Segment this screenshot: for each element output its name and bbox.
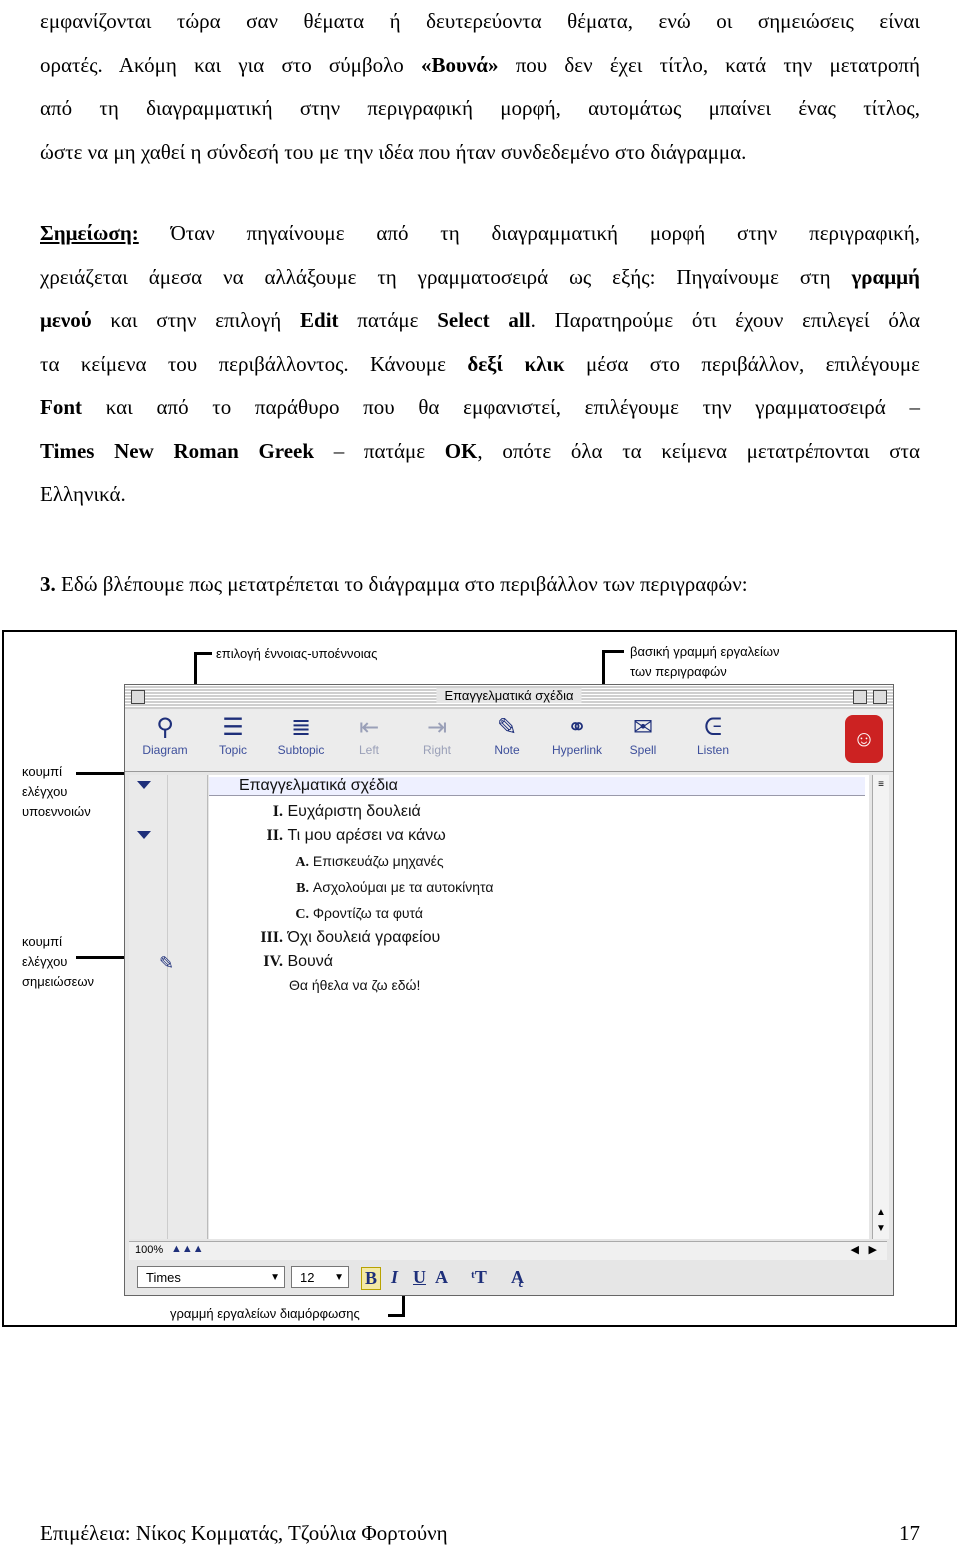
text-size-icon[interactable]: ᵗT: [471, 1267, 487, 1287]
underline-button[interactable]: U: [413, 1267, 426, 1287]
toolbar-label: Left: [358, 743, 379, 757]
zoom-mountains-icon[interactable]: ▲▲▲: [171, 1243, 204, 1255]
outline-row[interactable]: [285, 853, 444, 871]
zoom-box-icon[interactable]: [853, 690, 867, 704]
note-paragraph: [40, 212, 920, 517]
note-label: Σημείωση:: [40, 221, 139, 245]
text-line: [40, 430, 920, 474]
bold-button[interactable]: B: [361, 1267, 381, 1290]
dropdown-arrow-icon: ▼: [334, 1272, 344, 1283]
text-span: τα κείμενα του περιβάλλοντος. Κάνουμε: [40, 351, 468, 376]
screenshot-figure: [2, 630, 957, 1327]
bold-term: γραμμή: [851, 264, 920, 289]
subtopic-icon: ≣: [290, 714, 312, 741]
text-span: πατάμε: [338, 308, 438, 332]
callout-text: βασική γραμμή εργαλείων: [630, 644, 780, 659]
control-gutter: [129, 775, 208, 1239]
gutter-divider: [167, 775, 168, 1239]
toolbar-label: Hyperlink: [551, 743, 602, 757]
close-box-icon[interactable]: [131, 690, 145, 704]
toolbar-label: Note: [494, 743, 520, 757]
outline-row[interactable]: [249, 929, 440, 947]
text-line: από τη διαγραμματική στην περιγραφική μορφή, αυτομάτως μπαίνει ένας τίτλος,: [40, 96, 920, 120]
toolbar-label: Topic: [218, 743, 247, 757]
diagram-icon: ⚲: [156, 714, 174, 741]
toolbar-label: Diagram: [142, 743, 188, 757]
scroll-up-icon[interactable]: ▲: [876, 1207, 886, 1218]
main-toolbar: [125, 709, 893, 772]
outline-row[interactable]: [249, 953, 333, 971]
callout-topic-select: επιλογή έννοιας-υποέννοιας: [216, 646, 378, 661]
bold-term: Select all: [437, 308, 531, 332]
text-span: χρειάζεται άμεσα να αλλάξουμε τη γραμματοσειρά ως εξής: Πηγαίνουμε στη: [40, 264, 852, 289]
footer-credits: Επιμέλεια: Νίκος Κομματάς, Τζούλια Φορτούνη: [40, 1521, 448, 1545]
listen-icon: ᕮ: [704, 714, 722, 741]
text-line: [40, 299, 920, 343]
outline-text: Τι μου αρέσει να κάνω: [287, 827, 446, 844]
outline-row[interactable]: [249, 803, 421, 821]
bold-term: Edit: [300, 308, 339, 332]
toolbar-label: Listen: [696, 743, 730, 757]
outline-number: B.: [296, 881, 309, 896]
page-footer: [40, 1521, 920, 1546]
callout-text: ελέγχου: [22, 784, 68, 799]
outline-text: Επαγγελματικά σχέδια: [239, 777, 398, 794]
text-line: ώστε να μη χαθεί η σύνδεσή του με την ιδέα που ήταν συνδεδεμένο στο διάγραμμα.: [40, 139, 747, 164]
note-toggle-icon[interactable]: ✎: [159, 953, 175, 973]
text-line: [40, 212, 920, 256]
outline-number: I.: [272, 803, 283, 820]
text-span: ορατές. Ακόμη και για στο σύμβολο: [40, 52, 421, 77]
spell-icon: ✉: [632, 714, 654, 741]
bold-term: «Βουνά»: [420, 52, 499, 77]
outline-row[interactable]: [285, 905, 423, 923]
text-line: [40, 44, 920, 88]
font-select-value: Times: [146, 1270, 181, 1285]
inspiration-logo-icon[interactable]: ☺: [845, 715, 883, 763]
text-span: . Παρατηρούμε ότι έχουν επιλεγεί όλα: [530, 308, 920, 332]
zoom-level[interactable]: 100%: [135, 1244, 164, 1256]
callout-note-toggle: [22, 932, 94, 992]
callout-subtopic-toggle: [22, 762, 91, 822]
scroll-grip-icon[interactable]: ≡: [878, 779, 884, 790]
toolbar-label: Right: [422, 743, 451, 757]
intro-paragraph: [40, 0, 920, 174]
callout-line: [602, 650, 624, 653]
callout-line: [194, 652, 212, 655]
text-line: [40, 256, 920, 300]
toolbar-diagram[interactable]: [133, 713, 197, 757]
text-line: Ελληνικά.: [40, 482, 126, 506]
toolbar-topic[interactable]: [201, 713, 265, 757]
text-span: , οπότε όλα τα κείμενα μετατρέπονται στα: [477, 438, 920, 463]
step-text: Εδώ βλέπουμε πως μετατρέπεται το διάγραμμα στο περιβάλλον των περιγραφών:: [55, 572, 748, 596]
outline-number: A.: [295, 855, 309, 870]
hyperlink-icon: ⚭: [566, 714, 588, 741]
outline-row[interactable]: [285, 879, 493, 897]
toolbar-label: Spell: [629, 743, 657, 757]
window-title: Επαγγελματικά σχέδια: [436, 688, 581, 703]
outline-number: II.: [266, 827, 283, 844]
vertical-scrollbar[interactable]: [872, 775, 889, 1239]
outline-row-main[interactable]: [209, 777, 865, 796]
text-span: και από το παράθυρο που θα εμφανιστεί, επιλέγουμε την γραμματοσειρά –: [82, 395, 920, 419]
outline-note[interactable]: [289, 977, 420, 993]
subtopic-toggle-icon[interactable]: [137, 831, 151, 839]
text-color-icon[interactable]: A: [435, 1267, 448, 1287]
step-heading: [40, 564, 920, 604]
note-icon: ✎: [496, 714, 518, 741]
scroll-down-icon[interactable]: ▼: [876, 1223, 886, 1234]
font-select[interactable]: [137, 1266, 285, 1288]
subtopic-toggle-icon[interactable]: [137, 781, 151, 789]
outline-text: Ασχολούμαι με τα αυτοκίνητα: [312, 879, 494, 895]
callout-text: ελέγχου: [22, 954, 68, 969]
text-line: εμφανίζονται τώρα σαν θέματα ή δευτερεύοντα θέματα, ενώ οι σημειώσεις είναι: [40, 9, 920, 33]
scroll-right-icon[interactable]: ▶: [868, 1244, 877, 1256]
note-text: Θα ήθελα να ζω εδώ!: [289, 977, 421, 993]
callout-toolbar: [630, 642, 780, 682]
callout-text: των περιγραφών: [630, 664, 727, 679]
size-select[interactable]: [291, 1266, 349, 1288]
outline-number: III.: [260, 929, 283, 946]
outline-number: IV.: [263, 953, 283, 970]
toolbar-spell[interactable]: [611, 713, 675, 757]
toolbar-subtopic[interactable]: [269, 713, 333, 757]
outline-text: Ευχάριστη δουλειά: [287, 803, 421, 820]
text-span: που δεν έχει τίτλο, κατά την μετατροπή: [498, 52, 920, 77]
outline-number: C.: [295, 907, 309, 922]
callout-text: κουμπί: [22, 934, 63, 949]
bold-term: δεξί κλικ: [467, 351, 565, 376]
title-bar[interactable]: [125, 685, 893, 710]
topic-icon: ☰: [222, 714, 244, 741]
format-toolbar: [129, 1261, 887, 1293]
toolbar-note[interactable]: [475, 713, 539, 757]
callout-line: [388, 1314, 405, 1317]
outline-text: Βουνά: [287, 953, 334, 970]
app-window: [124, 684, 894, 1296]
callout-text: υποεννοιών: [22, 804, 91, 819]
outline-text: Όχι δουλειά γραφείου: [287, 929, 441, 946]
toolbar-label: Subtopic: [277, 743, 325, 757]
text-line: [40, 386, 920, 430]
text-span: – πατάμε: [314, 438, 445, 463]
text-line: [40, 343, 920, 387]
toolbar-left[interactable]: [337, 713, 401, 757]
text-span: μέσα στο περιβάλλον, επιλέγουμε: [564, 351, 920, 376]
callout-text: κουμπί: [22, 764, 63, 779]
outline-document[interactable]: [209, 775, 869, 1239]
callout-text: σημειώσεων: [22, 974, 95, 989]
toolbar-listen[interactable]: [681, 713, 745, 757]
outline-row[interactable]: [249, 827, 446, 845]
bold-term: Times New Roman Greek: [40, 438, 315, 463]
scroll-left-icon[interactable]: ◀: [850, 1244, 859, 1256]
text-align-icon[interactable]: Ą: [511, 1267, 524, 1287]
text-span: Όταν πηγαίνουμε από τη διαγραμματική μορφή στην περιγραφική,: [138, 221, 920, 245]
size-select-value: 12: [300, 1270, 315, 1285]
text-span: και στην επιλογή: [91, 308, 301, 332]
toolbar-right[interactable]: [405, 713, 469, 757]
bold-term: μενού: [40, 308, 92, 332]
bold-term: Font: [40, 395, 82, 419]
zoom-bar: [129, 1241, 887, 1260]
callout-format-bar: γραμμή εργαλείων διαμόρφωσης: [170, 1306, 360, 1321]
left-arrow-icon: ⇤: [358, 714, 380, 741]
collapse-box-icon[interactable]: [873, 690, 887, 704]
bold-term: OK: [444, 438, 478, 463]
toolbar-hyperlink[interactable]: [545, 713, 609, 757]
italic-button[interactable]: I: [391, 1267, 399, 1287]
outline-text: Επισκευάζω μηχανές: [312, 853, 444, 869]
outline-text: Φροντίζω τα φυτά: [312, 905, 423, 921]
step-number: 3.: [40, 572, 56, 596]
right-arrow-icon: ⇥: [426, 714, 448, 741]
dropdown-arrow-icon: ▼: [270, 1272, 280, 1283]
page-number: 17: [899, 1521, 920, 1545]
